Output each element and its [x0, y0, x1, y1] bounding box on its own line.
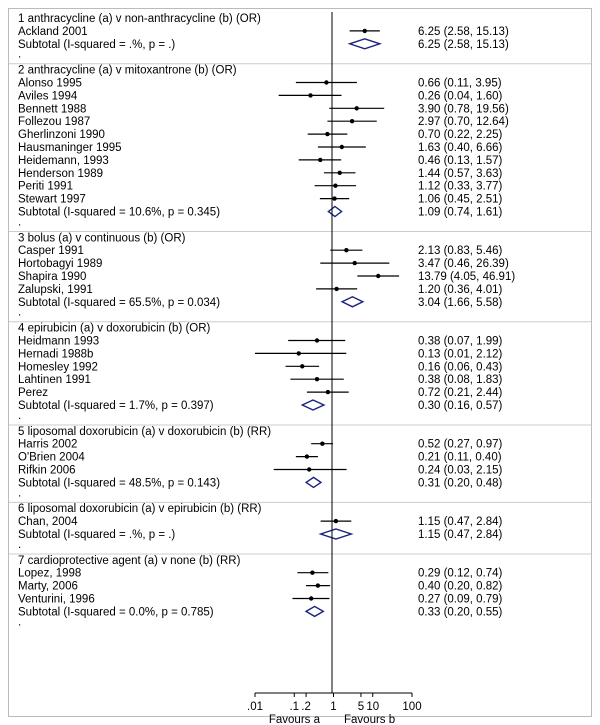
study-ci-text: 0.21 (0.11, 0.40) — [418, 451, 502, 464]
study-point — [340, 145, 344, 149]
study-point — [318, 158, 322, 162]
subtotal-ci-text: 1.09 (0.74, 1.61) — [418, 206, 503, 219]
subtotal-label: Subtotal (I-squared = 0.0%, p = 0.785) — [18, 606, 214, 619]
spacer-dot: . — [18, 616, 22, 629]
study-label: Bennett 1988 — [18, 103, 87, 116]
study-label: Lahtinen 1991 — [18, 374, 91, 387]
subtotal-ci-text: 0.30 (0.16, 0.57) — [418, 400, 503, 412]
study-ci-text: 1.12 (0.33, 3.77) — [418, 180, 503, 193]
group-title: 1 anthracycline (a) v non-anthracycline (b) (OR) — [18, 13, 261, 25]
study-label: Follezou 1987 — [18, 116, 91, 129]
group-title: 5 liposomal doxorubicin (a) v doxorubicin (b) (RR) — [18, 425, 272, 438]
study-ci-text: 0.38 (0.08, 1.83) — [418, 374, 503, 387]
study-label: Lopez, 1998 — [18, 567, 82, 580]
study-point — [354, 106, 358, 110]
subtotal-ci-text: 1.15 (0.47, 2.84) — [418, 529, 503, 541]
subtotal-label: Subtotal (I-squared = 1.7%, p = 0.397) — [18, 400, 214, 412]
study-ci-text: 1.06 (0.45, 2.51) — [418, 193, 503, 206]
study-ci-text: 0.24 (0.03, 2.15) — [418, 464, 503, 477]
x-tick-label: 5 — [357, 701, 365, 713]
group-title: 4 epirubicin (a) v doxorubicin (b) (OR) — [18, 322, 211, 335]
study-point — [305, 454, 309, 458]
study-label: Alonso 1995 — [18, 77, 82, 90]
study-point — [353, 261, 357, 265]
study-label: Venturini, 1996 — [18, 593, 95, 606]
study-ci-text: 0.70 (0.22, 2.25) — [418, 129, 503, 142]
study-ci-text: 0.16 (0.06, 0.43) — [418, 361, 503, 374]
favours-b-caption: Favours b — [344, 714, 396, 725]
study-point — [320, 442, 324, 446]
x-tick-label: 100 — [402, 701, 422, 713]
group-title: 7 cardioprotective agent (a) v none (b) (RR) — [18, 554, 241, 567]
study-ci-text: 0.72 (0.21, 2.44) — [418, 387, 503, 400]
subtotal-label: Subtotal (I-squared = 48.5%, p = 0.143) — [18, 477, 221, 490]
plot-rows — [9, 13, 591, 628]
study-point — [324, 80, 328, 84]
study-label: Rifkin 2006 — [18, 464, 76, 477]
subtotal-diamond — [328, 207, 341, 217]
subtotal-diamond — [306, 606, 323, 616]
study-ci-text: 0.52 (0.27, 0.97) — [418, 438, 503, 451]
spacer-dot: . — [18, 487, 22, 500]
study-label: Perez — [18, 387, 49, 400]
subtotal-diamond — [342, 297, 363, 307]
study-ci-text: 0.27 (0.09, 0.79) — [418, 593, 503, 606]
study-ci-text: 0.46 (0.13, 1.57) — [418, 154, 503, 167]
study-ci-text: 0.66 (0.11, 3.95) — [418, 77, 502, 90]
study-label: Aviles 1994 — [18, 90, 78, 103]
study-label: Heidmann 1993 — [18, 335, 100, 348]
study-label: O'Brien 2004 — [18, 451, 85, 464]
study-label: Shapira 1990 — [18, 271, 87, 283]
spacer-dot: . — [18, 216, 22, 229]
subtotal-label: Subtotal (I-squared = .%, p = .) — [18, 529, 176, 541]
x-axis — [247, 12, 422, 725]
study-label: Hausmaninger 1995 — [18, 142, 122, 154]
subtotal-diamond — [350, 39, 380, 49]
study-label: Zalupski, 1991 — [18, 283, 93, 296]
study-point — [350, 119, 354, 123]
study-label: Marty, 2006 — [18, 580, 78, 593]
study-point — [332, 196, 336, 200]
study-ci-text: 6.25 (2.58, 15.13) — [418, 25, 509, 38]
study-label: Homesley 1992 — [18, 361, 98, 374]
study-point — [310, 571, 314, 575]
study-label: Hortobagyi 1989 — [18, 258, 103, 271]
study-point — [315, 377, 319, 381]
study-label: Gherlinzoni 1990 — [18, 129, 105, 142]
study-label: Stewart 1997 — [18, 193, 86, 206]
spacer-dot: . — [18, 48, 22, 61]
subtotal-label: Subtotal (I-squared = 10.6%, p = 0.345) — [18, 206, 221, 219]
subtotal-ci-text: 0.33 (0.20, 0.55) — [418, 606, 503, 619]
study-ci-text: 3.47 (0.46, 26.39) — [418, 258, 509, 271]
subtotal-label: Subtotal (I-squared = .%, p = .) — [18, 38, 176, 51]
x-tick-label: .2 — [301, 701, 311, 713]
study-ci-text: 1.44 (0.57, 3.63) — [418, 167, 503, 180]
subtotal-ci-text: 0.31 (0.20, 0.48) — [418, 477, 503, 490]
subtotal-diamond — [302, 400, 324, 410]
study-point — [334, 519, 338, 523]
study-ci-text: 1.63 (0.40, 6.66) — [418, 142, 503, 154]
favours-a-caption: Favours a — [268, 714, 320, 725]
study-label: Casper 1991 — [18, 245, 84, 258]
study-point — [309, 596, 313, 600]
study-label: Harris 2002 — [18, 438, 78, 451]
study-ci-text: 0.13 (0.01, 2.12) — [418, 348, 503, 361]
x-tick-label: .1 — [289, 701, 300, 713]
study-point — [363, 29, 367, 33]
x-tick-label: .01 — [247, 701, 263, 713]
study-ci-text: 0.40 (0.20, 0.82) — [418, 580, 503, 593]
study-ci-text: 1.15 (0.47, 2.84) — [418, 516, 503, 529]
group-title: 2 anthracycline (a) v mitoxantrone (b) (OR) — [18, 64, 237, 77]
study-ci-text: 2.97 (0.70, 12.64) — [418, 116, 509, 129]
subtotal-ci-text: 3.04 (1.66, 5.58) — [418, 296, 503, 309]
spacer-dot: . — [18, 306, 22, 319]
study-label: Chan, 2004 — [18, 516, 78, 529]
study-ci-text: 0.38 (0.07, 1.99) — [418, 335, 503, 348]
study-point — [300, 364, 304, 368]
study-point — [334, 287, 338, 291]
x-tick-label: 10 — [366, 701, 380, 713]
study-point — [315, 338, 319, 342]
subtotal-diamond — [306, 477, 321, 487]
study-point — [316, 583, 320, 587]
study-label: Ackland 2001 — [18, 25, 88, 38]
subtotal-label: Subtotal (I-squared = 65.5%, p = 0.034) — [18, 296, 221, 309]
x-tick-label: 1 — [330, 701, 337, 713]
study-point — [333, 184, 337, 188]
study-point — [376, 274, 380, 278]
study-ci-text: 2.13 (0.83, 5.46) — [418, 245, 503, 258]
spacer-dot: . — [18, 409, 22, 422]
study-ci-text: 3.90 (0.78, 19.56) — [418, 103, 509, 116]
study-point — [307, 467, 311, 471]
subtotal-ci-text: 6.25 (2.58, 15.13) — [418, 38, 509, 51]
study-label: Henderson 1989 — [18, 167, 104, 180]
subtotal-diamond — [321, 529, 352, 539]
study-ci-text: 0.29 (0.12, 0.74) — [418, 567, 503, 580]
study-point — [297, 351, 301, 355]
spacer-dot: . — [18, 538, 22, 551]
study-point — [308, 93, 312, 97]
study-label: Heidemann, 1993 — [18, 154, 109, 167]
study-ci-text: 13.79 (4.05, 46.91) — [418, 271, 516, 283]
group-title: 6 liposomal doxorubicin (a) v epirubicin (b) (RR) — [18, 503, 262, 516]
study-ci-text: 0.26 (0.04, 1.60) — [418, 90, 503, 103]
group-title: 3 bolus (a) v continuous (b) (OR) — [18, 232, 186, 245]
study-point — [326, 390, 330, 394]
study-point — [344, 248, 348, 252]
study-point — [325, 132, 329, 136]
study-label: Hernadi 1988b — [18, 348, 94, 361]
study-point — [338, 171, 342, 175]
study-label: Periti 1991 — [18, 180, 73, 193]
study-ci-text: 1.20 (0.36, 4.01) — [418, 283, 503, 296]
